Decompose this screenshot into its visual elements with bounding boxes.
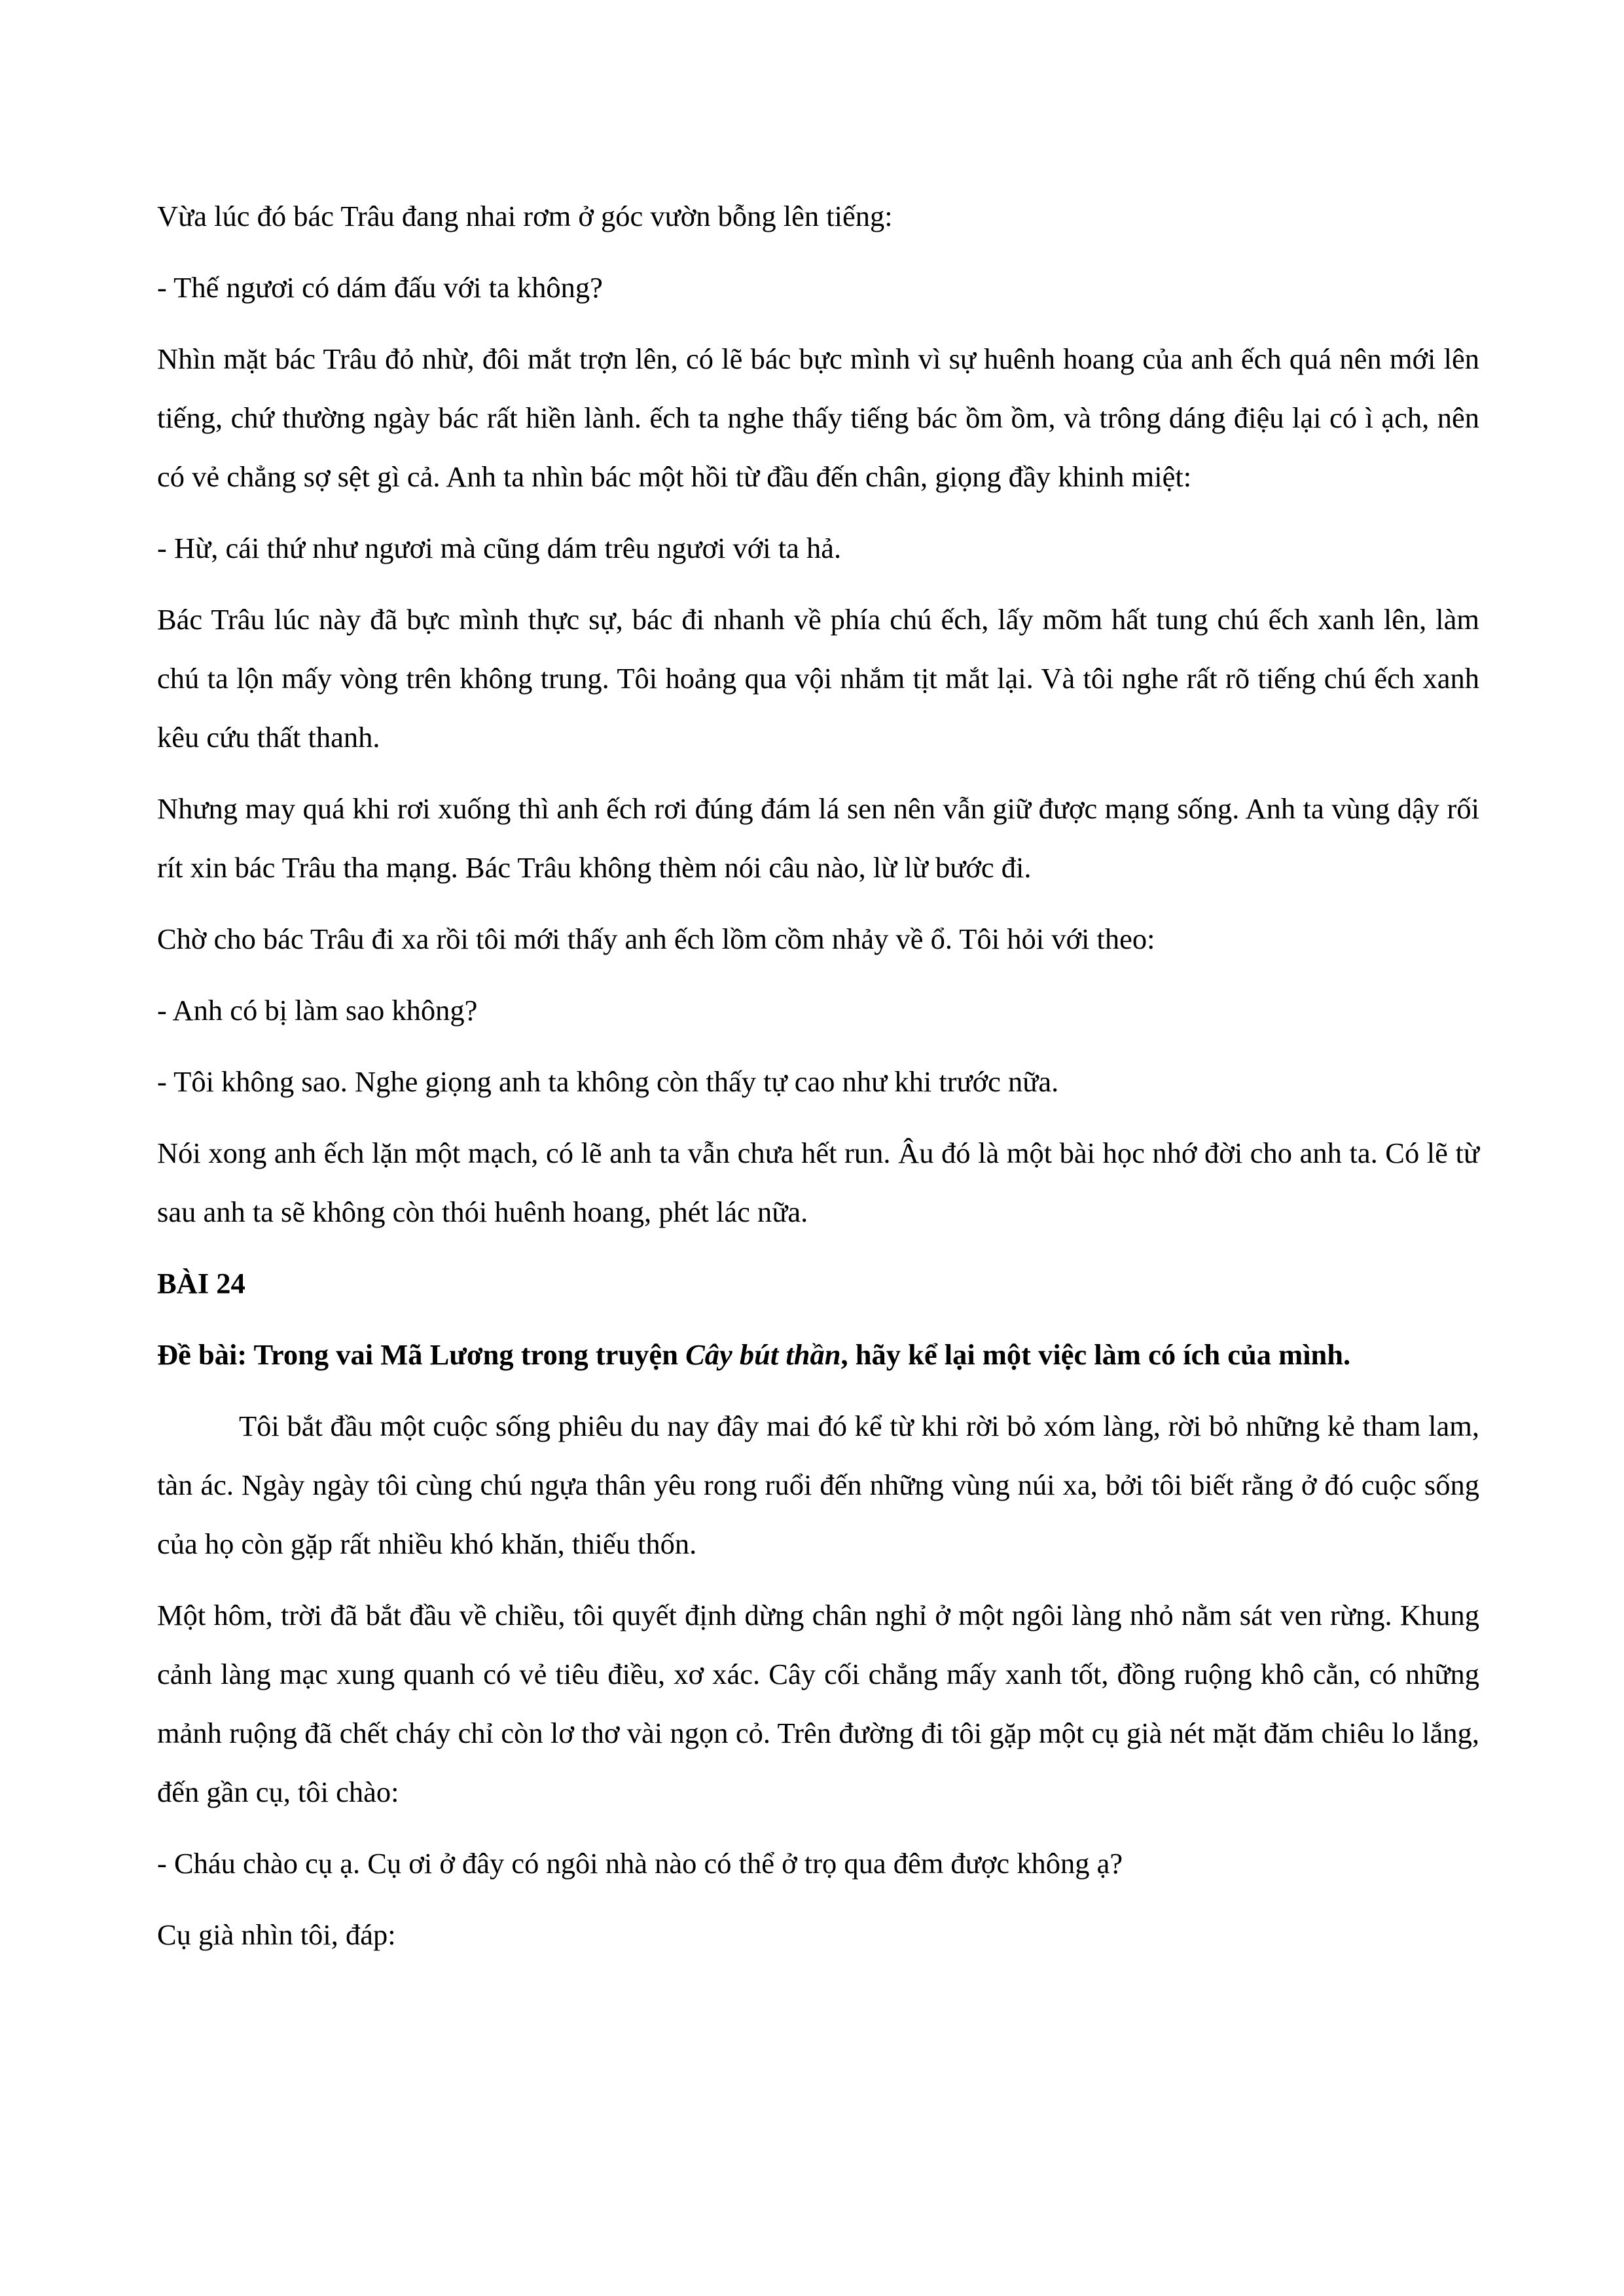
paragraph: Tôi bắt đầu một cuộc sống phiêu du nay đây mai đó kể từ khi rời bỏ xóm làng, rời bỏ những kẻ tham lam, tàn ác. Ngày ngày tôi cùng chú ngựa thân yêu rong ruổi đến những vùng núi xa, bởi tôi biết rằng ở đó cuộc sống của họ còn gặp rất nhiều khó khăn, thiếu thốn. (157, 1410, 1479, 1560)
dialogue-line: - Cháu chào cụ ạ. Cụ ơi ở đây có ngôi nhà nào có thể ở trọ qua đêm được không ạ? (157, 1847, 1123, 1880)
prompt-story-title: Cây bút thần (685, 1338, 841, 1371)
paragraph: Nói xong anh ếch lặn một mạch, có lẽ anh ta vẫn chưa hết run. Âu đó là một bài học nhớ đời cho anh ta. Có lẽ từ sau anh ta sẽ không còn thói huênh hoang, phét lác nữa. (157, 1137, 1479, 1228)
prompt-suffix: , hãy kể lại một việc làm có ích của mình. (840, 1338, 1351, 1371)
dialogue-line: - Hừ, cái thứ như ngươi mà cũng dám trêu ngươi với ta hả. (157, 532, 842, 564)
dialogue-line: - Anh có bị làm sao không? (157, 994, 478, 1027)
paragraph: Nhưng may quá khi rơi xuống thì anh ếch rơi đúng đám lá sen nên vẫn giữ được mạng sống. Anh ta vùng dậy rối rít xin bác Trâu tha mạng. Bác Trâu không thèm nói câu nào, lừ lừ bước đi. (157, 792, 1479, 884)
essay-prompt (157, 1325, 1479, 1384)
paragraph: Bác Trâu lúc này đã bực mình thực sự, bác đi nhanh về phía chú ếch, lấy mõm hất tung chú ếch xanh lên, làm chú ta lộn mấy vòng trên không trung. Tôi hoảng qua vội nhắm tịt mắt lại. Và tôi nghe rất rõ tiếng chú ếch xanh kêu cứu thất thanh. (157, 603, 1479, 754)
paragraph: Một hôm, trời đã bắt đầu về chiều, tôi quyết định dừng chân nghỉ ở một ngôi làng nhỏ nằm sát ven rừng. Khung cảnh làng mạc xung quanh có vẻ tiêu điều, xơ xác. Cây cối chẳng mấy xanh tốt, đồng ruộng khô cằn, có những mảnh ruộng đã chết cháy chỉ còn lơ thơ vài ngọn cỏ. Trên đường đi tôi gặp một cụ già nét mặt đăm chiêu lo lắng, đến gần cụ, tôi chào: (157, 1599, 1479, 1808)
paragraph: Chờ cho bác Trâu đi xa rồi tôi mới thấy anh ếch lồm cồm nhảy về ổ. Tôi hỏi với theo: (157, 922, 1155, 955)
dialogue-line: - Tôi không sao. Nghe giọng anh ta không còn thấy tự cao như khi trước nữa. (157, 1065, 1059, 1098)
paragraph: Nhìn mặt bác Trâu đỏ nhừ, đôi mắt trợn lên, có lẽ bác bực mình vì sự huênh hoang của anh ếch quá nên mới lên tiếng, chứ thường ngày bác rất hiền lành. ếch ta nghe thấy tiếng bác ồm ồm, và trông dáng điệu lại có ì ạch, nên có vẻ chẳng sợ sệt gì cả. Anh ta nhìn bác một hồi từ đầu đến chân, giọng đầy khinh miệt: (157, 342, 1479, 493)
dialogue-line: - Thế ngươi có dám đấu với ta không? (157, 271, 603, 304)
section-heading: BÀI 24 (157, 1267, 245, 1300)
prompt-prefix: Đề bài: Trong vai Mã Lương trong truyện (157, 1338, 686, 1371)
document-body (157, 187, 1479, 1977)
paragraph: Vừa lúc đó bác Trâu đang nhai rơm ở góc vườn bỗng lên tiếng: (157, 200, 893, 232)
paragraph: Cụ già nhìn tôi, đáp: (157, 1918, 396, 1951)
